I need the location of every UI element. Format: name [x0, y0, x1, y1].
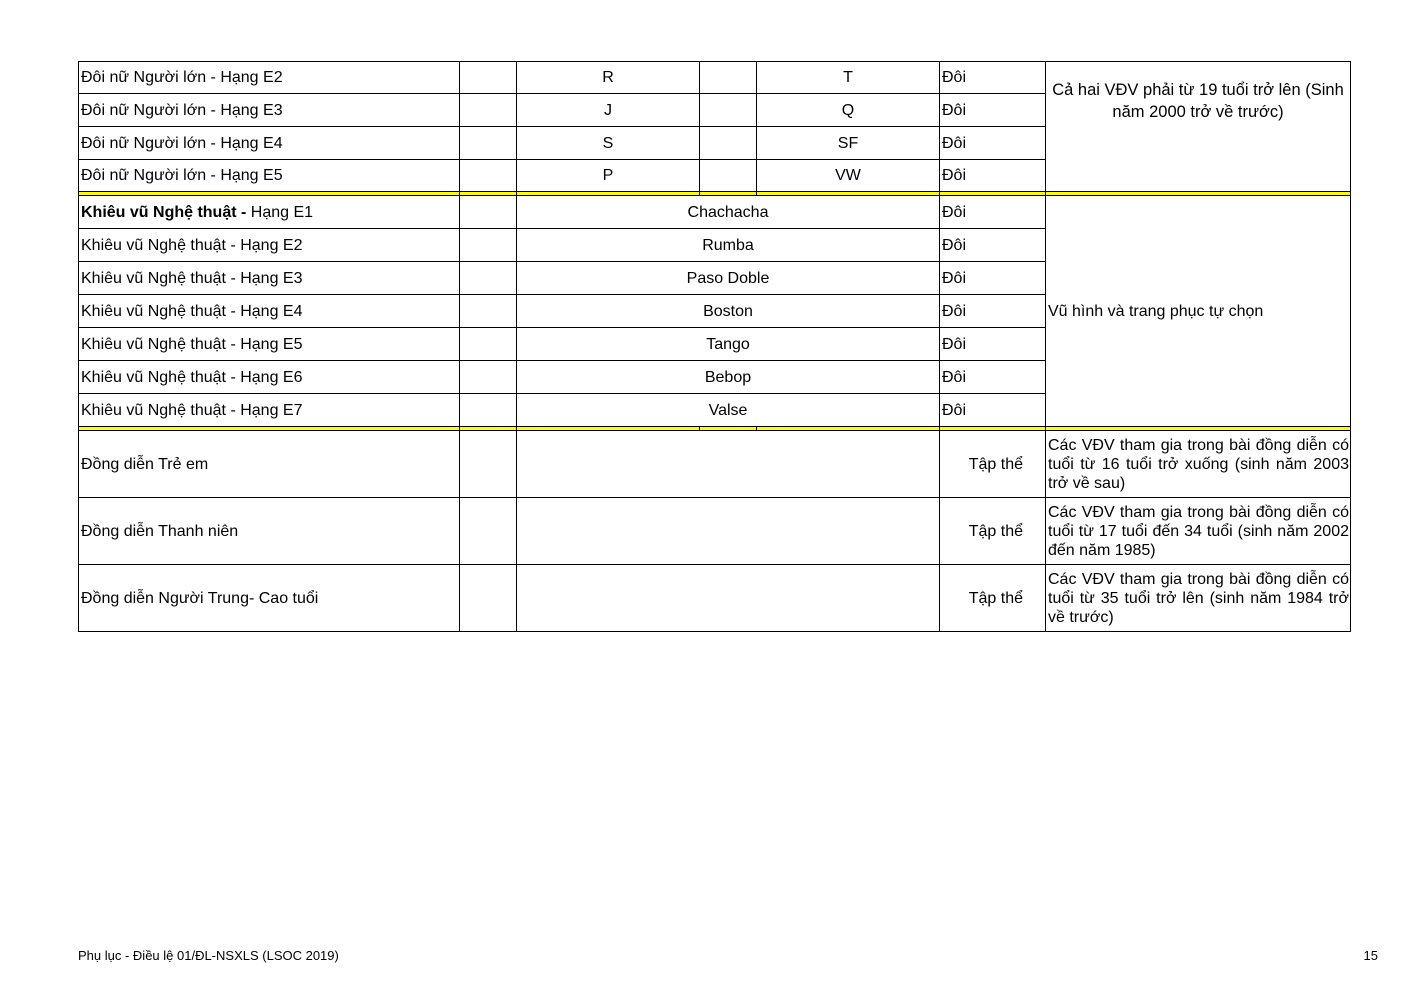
dance-code: Q — [757, 94, 940, 127]
category-name: Khiêu vũ Nghệ thuật - Hạng E7 — [79, 394, 460, 427]
entry-type: Đôi — [940, 229, 1046, 262]
entry-type: Đôi — [940, 295, 1046, 328]
entry-type: Đôi — [940, 160, 1046, 192]
entry-type: Đôi — [940, 94, 1046, 127]
age-requirement-note: Các VĐV tham gia trong bài đồng diễn có tuổi từ 17 tuổi đến 34 tuổi (sinh năm 2002 đến năm 1985) — [1046, 498, 1351, 565]
category-name: Đồng diễn Thanh niên — [79, 498, 460, 565]
entry-type: Đôi — [940, 62, 1046, 94]
category-name: Đôi nữ Người lớn - Hạng E2 — [79, 62, 460, 94]
dance-code: P — [517, 160, 700, 192]
category-name: Khiêu vũ Nghệ thuật - Hạng E1 — [79, 196, 460, 229]
entry-type: Đôi — [940, 196, 1046, 229]
category-name: Đồng diễn Người Trung- Cao tuổi — [79, 565, 460, 632]
dance-name: Valse — [517, 394, 940, 427]
dance-code: R — [517, 62, 700, 94]
dance-name: Tango — [517, 328, 940, 361]
category-name: Khiêu vũ Nghệ thuật - Hạng E3 — [79, 262, 460, 295]
entry-type: Đôi — [940, 361, 1046, 394]
dance-code: SF — [757, 127, 940, 160]
entry-type: Tập thể — [940, 565, 1046, 632]
table-row — [79, 62, 1351, 94]
table-row — [79, 565, 1351, 632]
category-name: Khiêu vũ Nghệ thuật - Hạng E6 — [79, 361, 460, 394]
category-name: Khiêu vũ Nghệ thuật - Hạng E5 — [79, 328, 460, 361]
entry-type: Đôi — [940, 262, 1046, 295]
page-number: 15 — [1363, 948, 1378, 963]
footer-document-title: Phụ lục - Điều lệ 01/ĐL-NSXLS (LSOC 2019) — [78, 948, 339, 963]
dance-code: T — [757, 62, 940, 94]
age-requirement-note: Cả hai VĐV phải từ 19 tuổi trở lên (Sinh năm 2000 trở về trước) — [1046, 62, 1351, 192]
dance-name: Rumba — [517, 229, 940, 262]
dance-name: Paso Doble — [517, 262, 940, 295]
category-name: Đôi nữ Người lớn - Hạng E3 — [79, 94, 460, 127]
dance-name: Bebop — [517, 361, 940, 394]
dance-name: Boston — [517, 295, 940, 328]
table-row — [79, 498, 1351, 565]
choreography-note: Vũ hình và trang phục tự chọn — [1046, 196, 1351, 427]
dance-code: J — [517, 94, 700, 127]
age-requirement-note: Các VĐV tham gia trong bài đồng diễn có tuổi từ 35 tuổi trở lên (sinh năm 1984 trở về trước) — [1046, 565, 1351, 632]
entry-type: Tập thể — [940, 498, 1046, 565]
entry-type: Đôi — [940, 127, 1046, 160]
competition-table — [78, 61, 1351, 632]
category-name: Khiêu vũ Nghệ thuật - Hạng E2 — [79, 229, 460, 262]
entry-type: Tập thể — [940, 431, 1046, 498]
entry-type: Đôi — [940, 328, 1046, 361]
category-name: Đôi nữ Người lớn - Hạng E5 — [79, 160, 460, 192]
entry-type: Đôi — [940, 394, 1046, 427]
dance-name: Chachacha — [517, 196, 940, 229]
table-row — [79, 431, 1351, 498]
category-name: Khiêu vũ Nghệ thuật - Hạng E4 — [79, 295, 460, 328]
category-name: Đồng diễn Trẻ em — [79, 431, 460, 498]
dance-code: S — [517, 127, 700, 160]
category-name: Đôi nữ Người lớn - Hạng E4 — [79, 127, 460, 160]
dance-code: VW — [757, 160, 940, 192]
age-requirement-note: Các VĐV tham gia trong bài đồng diễn có tuổi từ 16 tuổi trở xuống (sinh năm 2003 trở về sau) — [1046, 431, 1351, 498]
table-row — [79, 196, 1351, 229]
